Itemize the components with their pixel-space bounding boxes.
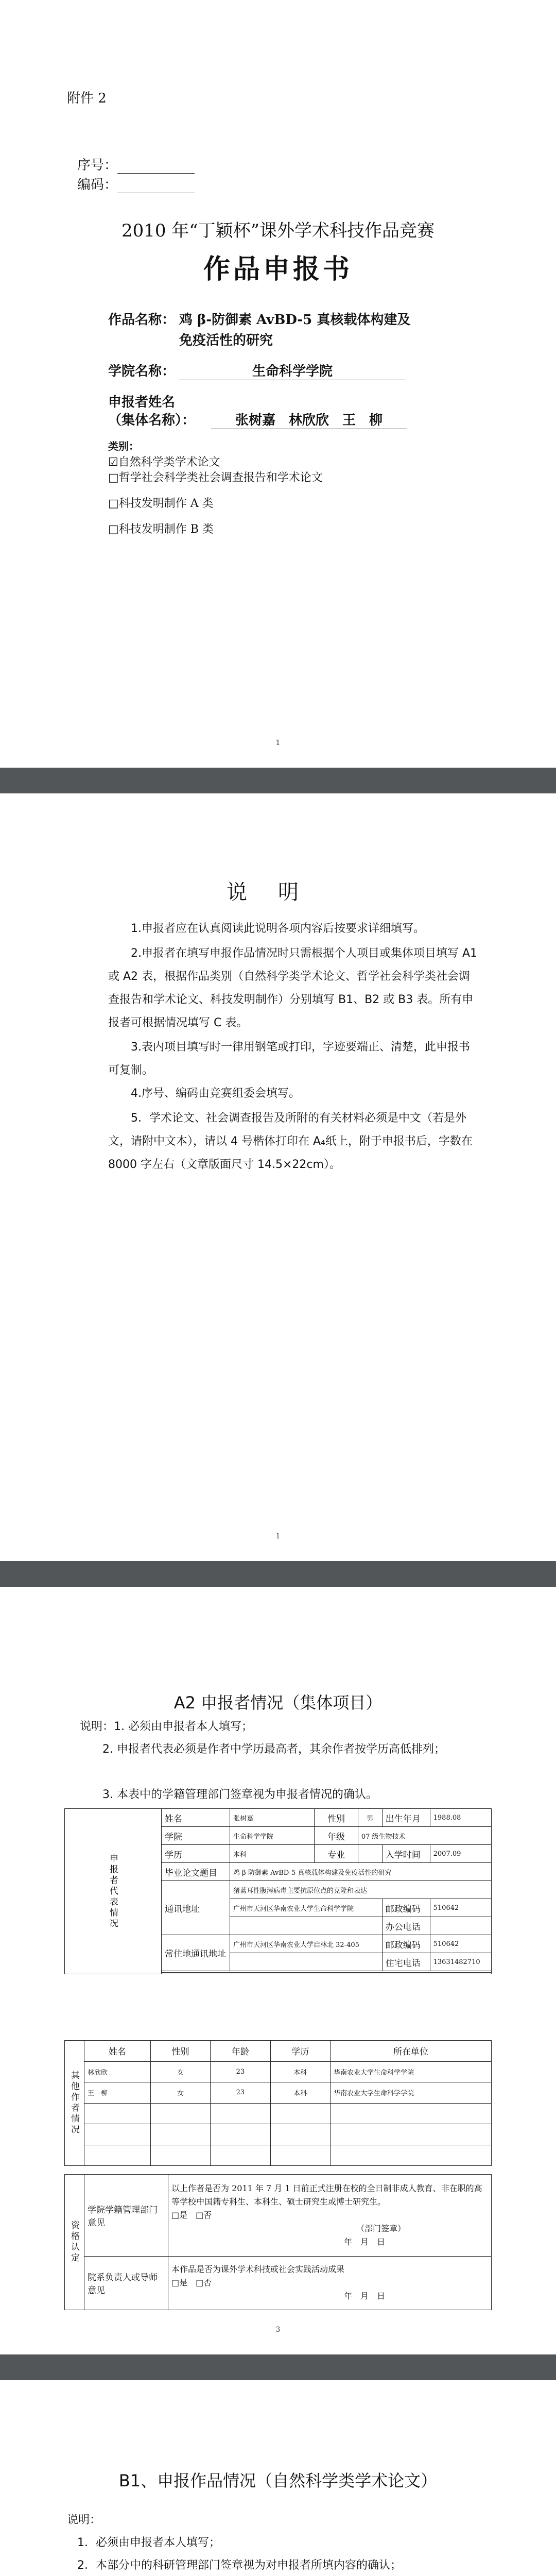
- category-option[interactable]: ☑自然科学类学术论文: [108, 456, 220, 469]
- instructions-title: 说明: [227, 880, 329, 904]
- instruction-paragraph: 3.表内项目填写时一律用钢笔或打印，字迹要端正、清楚，此申报书可复制。: [108, 1041, 470, 1077]
- blank-cell: [230, 1953, 383, 1971]
- other-sex[interactable]: 女: [150, 2082, 210, 2104]
- verify-table: [64, 2174, 492, 2310]
- rep-enroll[interactable]: 2007.09: [430, 1845, 491, 1863]
- serial-field: [117, 158, 195, 174]
- label: 办公电话: [382, 1917, 430, 1935]
- other-name[interactable]: 王 柳: [84, 2082, 151, 2104]
- rep-sex[interactable]: 男: [358, 1809, 382, 1827]
- dean-text: 本作品是否为课外学术科技或社会实践活动成果: [171, 2264, 345, 2275]
- dean-label: 院系负责人或导师意见: [84, 2256, 168, 2310]
- category-heading: 类别：: [108, 440, 139, 452]
- code-label: 编码：: [77, 177, 118, 193]
- label: 住宅电话: [382, 1953, 430, 1971]
- label: 邮政编码: [382, 1935, 430, 1953]
- label: 入学时间: [382, 1845, 430, 1863]
- verify-dept-label: 学院学籍管理部门意见: [84, 2175, 168, 2257]
- verify-side-label: 资格认定: [65, 2175, 84, 2310]
- label: 年级: [315, 1827, 358, 1845]
- label: 性别: [315, 1809, 358, 1827]
- other-name[interactable]: 林欣欣: [84, 2061, 151, 2082]
- label: 学院: [162, 1827, 230, 1845]
- verify-cell: [168, 2175, 492, 2257]
- others-side-label: 其他作者情况: [65, 2041, 84, 2166]
- others-table: [64, 2040, 492, 2166]
- label: 常住地通讯地址: [162, 1935, 230, 1971]
- contest-title: 2010 年“丁颖杯”课外学术科技作品竞赛: [121, 221, 435, 241]
- applicant-label: 申报者姓名: [108, 395, 176, 410]
- applicant-value: 张树嘉 林欣欣 王 柳: [211, 410, 407, 429]
- rep-home-post[interactable]: 510642: [430, 1935, 491, 1953]
- rep-office-tel[interactable]: [430, 1917, 491, 1935]
- work-name-line1: 鸡 β-防御素 AvBD-5 真核载体构建及: [179, 312, 411, 328]
- verify-text: 以上作者是否为 2011 年 7 月 1 日前正式注册在校的全日制非成人教育、非在职的高等学校中国籍专科生、本科生、硕士研究生或博士研究生。: [171, 2183, 482, 2207]
- verify-stamp: （部门签章）: [356, 2223, 406, 2233]
- others-head: 所在单位: [331, 2041, 492, 2062]
- category-option[interactable]: □科技发明制作 A 类: [108, 497, 214, 510]
- code-field: [117, 177, 195, 193]
- table-row: [65, 2082, 492, 2104]
- other-age[interactable]: 23: [211, 2061, 270, 2082]
- instruction-paragraph: 5．学术论文、社会调查报告及所附的有关材料必须是中文（若是外文，请附中文本），请以 4 号楷体打印在 A₄纸上，附于申报书后，字数在 8000 字左右（文章版面尺寸 14.5×22cm）。: [108, 1112, 473, 1171]
- a2-note: 3. 本表中的学籍管理部门签章视为申报者情况的确认。: [80, 1788, 377, 1801]
- other-unit[interactable]: 华南农业大学生命科学学院: [331, 2082, 492, 2104]
- others-head: 姓名: [84, 2041, 151, 2062]
- label: 邮政编码: [382, 1899, 430, 1917]
- other-age[interactable]: 23: [211, 2082, 270, 2104]
- label: 通讯地址: [162, 1881, 230, 1935]
- doc-title: 作品申报书: [203, 253, 353, 285]
- page-number: 1: [275, 1532, 281, 1540]
- other-unit[interactable]: 华南农业大学生命科学学院: [331, 2061, 492, 2082]
- a2-title: A2 申报者情况（集体项目）: [173, 1693, 383, 1713]
- category-option[interactable]: □科技发明制作 B 类: [108, 523, 214, 536]
- a2-note: 2. 申报者代表必须是作者中学历最高者，其余作者按学历高低排列；: [80, 1743, 445, 1756]
- b1-title: B1、申报作品情况（自然科学类学术论文）: [118, 2471, 438, 2490]
- table-row: [65, 2061, 492, 2082]
- a2-note: 说明：1. 必须由申报者本人填写；: [80, 1720, 253, 1733]
- dean-cell: [168, 2256, 492, 2310]
- others-head: 学历: [270, 2041, 330, 2062]
- dean-yes-no[interactable]: □是 □否: [171, 2278, 212, 2288]
- b1-note: 1．必须由申报者本人填写；: [77, 2536, 220, 2549]
- others-head: 性别: [150, 2041, 210, 2062]
- page-1: [0, 0, 556, 768]
- page-number: 3: [275, 2326, 281, 2334]
- rep-thesis-2[interactable]: 猪蓝耳性腹泻病毒主要抗原位点的克隆和表达: [230, 1881, 492, 1899]
- other-degree[interactable]: 本科: [270, 2061, 330, 2082]
- work-name-label: 作品名称：: [108, 312, 176, 328]
- label: 毕业论文题目: [162, 1863, 230, 1881]
- page-2: [0, 793, 556, 1561]
- other-degree[interactable]: 本科: [270, 2082, 330, 2104]
- spacer: [162, 1973, 492, 1974]
- rep-home-tel[interactable]: 13631482710: [430, 1953, 491, 1971]
- a2-table: [64, 1808, 492, 1974]
- blank-cell: [230, 1917, 383, 1935]
- category-option[interactable]: □哲学社会科学类社会调查报告和学术论文: [108, 471, 323, 484]
- others-head: 年龄: [211, 2041, 270, 2062]
- serial-label: 序号：: [77, 158, 118, 173]
- verify-date: 年 月 日: [343, 2236, 385, 2247]
- rep-thesis[interactable]: 鸡 β-防御素 AvBD-5 真核载体构建及免疫活性的研究: [230, 1863, 492, 1881]
- label: 姓名: [162, 1809, 230, 1827]
- instruction-paragraph: 4.序号、编码由竞赛组委会填写。: [131, 1087, 300, 1100]
- rep-name[interactable]: 张树嘉: [230, 1809, 315, 1827]
- collective-label: （集体名称）：: [108, 413, 196, 428]
- serial-row: [77, 155, 195, 174]
- college-value: 生命科学学院: [179, 361, 406, 380]
- rep-degree[interactable]: 本科: [230, 1845, 315, 1863]
- rep-college[interactable]: 生命科学学院: [230, 1827, 315, 1845]
- b1-note: 2．本部分中的科研管理部门签章视为对申报者所填内容的确认；: [77, 2559, 402, 2572]
- rep-side-label: 申报者代表情况: [65, 1809, 162, 1974]
- label: 专业: [315, 1845, 358, 1863]
- rep-birth[interactable]: 1988.08: [430, 1809, 491, 1827]
- rep-major[interactable]: 07 级生物技术: [358, 1827, 491, 1845]
- page-3: [0, 1587, 556, 2354]
- rep-major-cell[interactable]: [358, 1845, 382, 1863]
- label: 出生年月: [382, 1809, 430, 1827]
- label: 学历: [162, 1845, 230, 1863]
- annex-label: 附件 2: [67, 91, 107, 106]
- verify-yes-no[interactable]: □是 □否: [171, 2210, 212, 2220]
- page-4: [0, 2380, 556, 2576]
- rep-post[interactable]: 510642: [430, 1899, 491, 1917]
- rep-address[interactable]: 广州市天河区华南农业大学生命科学学院: [230, 1899, 383, 1917]
- code-row: [77, 174, 195, 193]
- work-name-line2: 免疫活性的研究: [179, 333, 273, 348]
- instruction-paragraph: 1.申报者应在认真阅读此说明各项内容后按要求详细填写。: [131, 922, 425, 935]
- other-sex[interactable]: 女: [150, 2061, 210, 2082]
- college-label: 学院名称：: [108, 364, 176, 379]
- instruction-paragraph: 2.申报者在填写申报作品情况时只需根据个人项目或集体项目填写 A1 或 A2 表，根据作品类别（自然科学类学术论文、哲学社会科学类社会调查报告和学术论文、科技发明制作）分别填写 B1、B2 或 B3 表。所有申报者可根据情况填写 C 表。: [108, 947, 478, 1029]
- b1-note: 说明：: [67, 2514, 101, 2527]
- rep-home-address[interactable]: 广州市天河区华南农业大学启林北 32-405: [230, 1935, 383, 1953]
- page-number: 1: [275, 739, 281, 747]
- dean-date: 年 月 日: [343, 2291, 385, 2301]
